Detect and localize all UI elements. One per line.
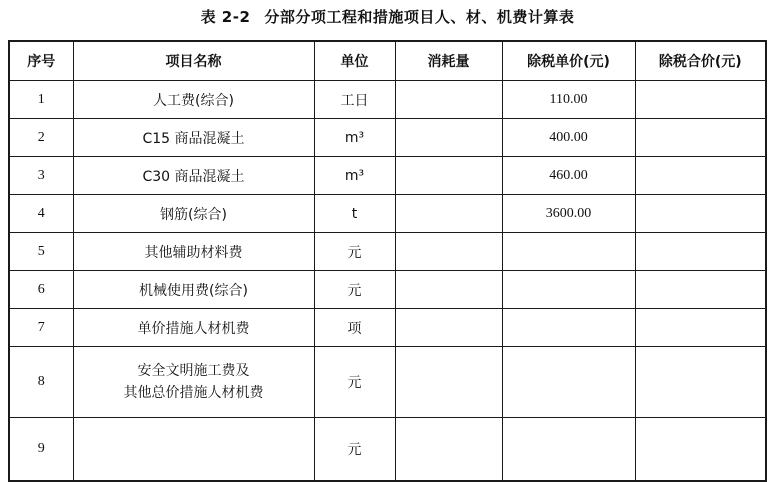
table-row (9, 157, 766, 195)
row-total (635, 309, 766, 347)
row-price (502, 309, 635, 347)
row-qty (395, 81, 502, 119)
row-total (635, 119, 766, 157)
row-total (635, 347, 766, 418)
row-unit: 元 (314, 271, 395, 309)
header-no: 序号 (9, 41, 73, 81)
header-name: 项目名称 (73, 41, 314, 81)
row-no: 7 (9, 309, 73, 347)
row-no: 3 (9, 157, 73, 195)
header-price: 除税单价(元) (502, 41, 635, 81)
row-name: 钢筋(综合) (73, 195, 314, 233)
table-row (9, 233, 766, 271)
row-unit: m³ (314, 119, 395, 157)
row-name (73, 418, 314, 482)
row-no: 2 (9, 119, 73, 157)
row-unit: 元 (314, 347, 395, 418)
table-title: 分部分项工程和措施项目人、材、机费计算表 (264, 8, 575, 26)
header-unit: 单位 (314, 41, 395, 81)
row-name: 其他辅助材料费 (73, 233, 314, 271)
row-name-line: 其他总价措施人材机费 (123, 385, 264, 401)
cost-table (8, 40, 767, 482)
row-name: 单价措施人材机费 (73, 309, 314, 347)
row-no: 6 (9, 271, 73, 309)
row-name: C30 商品混凝土 (73, 157, 314, 195)
row-unit: 工日 (314, 81, 395, 119)
row-qty (395, 233, 502, 271)
row-name-line: 安全文明施工费及 (137, 363, 250, 379)
row-qty (395, 309, 502, 347)
row-total (635, 81, 766, 119)
row-qty (395, 347, 502, 418)
row-price: 110.00 (502, 81, 635, 119)
table-row (9, 81, 766, 119)
row-price (502, 233, 635, 271)
header-row (9, 41, 766, 81)
header-total: 除税合价(元) (635, 41, 766, 81)
table-number: 表 2-2 (200, 8, 251, 26)
row-price (502, 418, 635, 482)
row-qty (395, 271, 502, 309)
table-row (9, 119, 766, 157)
row-price (502, 347, 635, 418)
table-row (9, 347, 766, 418)
table-row (9, 271, 766, 309)
row-name: 人工费(综合) (73, 81, 314, 119)
header-qty: 消耗量 (395, 41, 502, 81)
table-caption (0, 6, 775, 27)
row-price: 400.00 (502, 119, 635, 157)
row-price: 460.00 (502, 157, 635, 195)
row-total (635, 233, 766, 271)
row-no: 9 (9, 418, 73, 482)
row-qty (395, 418, 502, 482)
row-unit: 元 (314, 418, 395, 482)
row-name: C15 商品混凝土 (73, 119, 314, 157)
row-unit: m³ (314, 157, 395, 195)
row-no: 8 (9, 347, 73, 418)
row-no: 4 (9, 195, 73, 233)
row-total (635, 418, 766, 482)
row-no: 1 (9, 81, 73, 119)
row-name (73, 347, 314, 418)
row-unit: 元 (314, 233, 395, 271)
row-total (635, 271, 766, 309)
table-row (9, 309, 766, 347)
table-row (9, 418, 766, 482)
row-no: 5 (9, 233, 73, 271)
row-price: 3600.00 (502, 195, 635, 233)
row-qty (395, 157, 502, 195)
table-row (9, 195, 766, 233)
row-unit: 项 (314, 309, 395, 347)
row-qty (395, 195, 502, 233)
row-total (635, 195, 766, 233)
row-total (635, 157, 766, 195)
row-price (502, 271, 635, 309)
row-qty (395, 119, 502, 157)
row-name: 机械使用费(综合) (73, 271, 314, 309)
row-unit: t (314, 195, 395, 233)
